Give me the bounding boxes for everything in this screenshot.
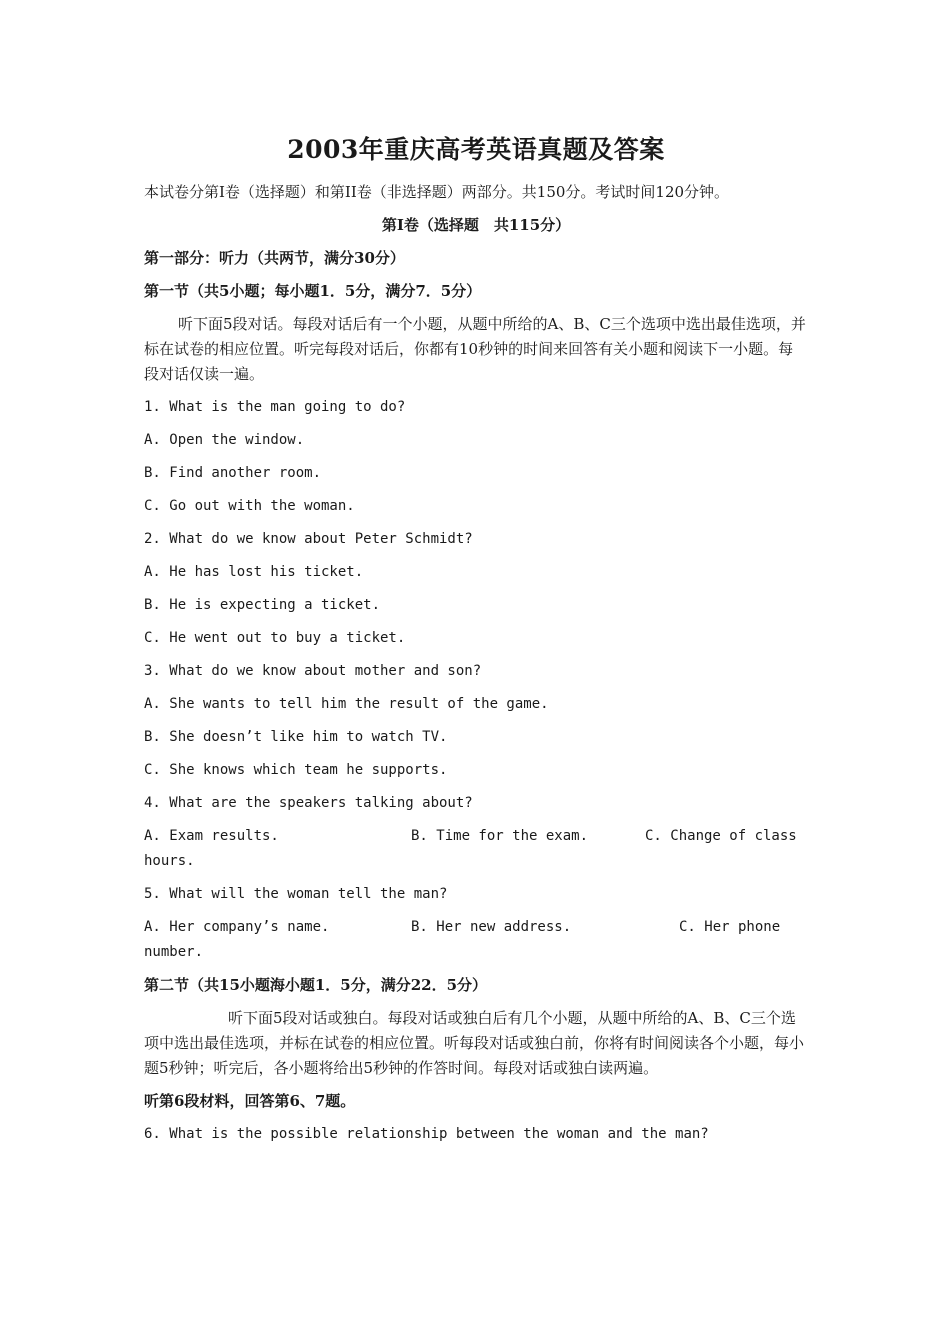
q5-option-a: A. Her company’s name. <box>144 919 330 935</box>
q1-option-a: A. Open the window. <box>144 432 305 448</box>
q2-option-b: B. He is expecting a ticket. <box>144 597 381 613</box>
section2-instructions: 听下面5段对话或独白。每段对话或独白后有几个小题，从题中所给的A、B、C三个选项中选出最佳选项，并标在试卷的相应位置。听每段对话或独白前，你将有时间阅读各个小题，每小题5秒钟；听完后，各小题将给出5秒钟的作答时间。每段对话或独白读两遍。 <box>144 1009 805 1077</box>
question-6: 6. What is the possible relationship between the woman and the man? <box>144 1126 709 1142</box>
q1-option-c: C. Go out with the woman. <box>144 498 355 514</box>
q4-options <box>144 824 808 874</box>
q5-options <box>144 915 808 965</box>
q5-option-b: B. Her new address. <box>411 919 572 935</box>
q2-option-c: C. He went out to buy a ticket. <box>144 630 406 646</box>
question-3: 3. What do we know about mother and son? <box>144 663 482 679</box>
q4-option-c-continued: hours. <box>144 853 195 869</box>
q5-option-c-continued: number. <box>144 944 204 960</box>
q4-option-c: C. Change of class <box>645 828 797 844</box>
question-1: 1. What is the man going to do? <box>144 399 406 415</box>
page-title: 2003年重庆高考英语真题及答案 <box>287 135 665 164</box>
q3-option-b: B. She doesn’t like him to watch TV. <box>144 729 448 745</box>
part-heading: 第一部分：听力（共两节，满分30分） <box>144 249 405 267</box>
q3-option-a: A. She wants to tell him the result of the game. <box>144 696 549 712</box>
volume-heading: 第I卷（选择题 共115分） <box>381 216 571 234</box>
question-5: 5. What will the woman tell the man? <box>144 886 448 902</box>
section2-heading: 第二节（共15小题海小题1．5分，满分22．5分） <box>144 976 488 994</box>
section1-instructions: 听下面5段对话。每段对话后有一个小题，从题中所给的A、B、C三个选项中选出最佳选项，并标在试卷的相应位置。听完每段对话后，你都有10秒钟的时间来回答有关小题和阅读下一小题。每段对话仅读一遍。 <box>144 315 806 383</box>
q5-option-c: C. Her phone <box>679 919 781 935</box>
q4-option-a: A. Exam results. <box>144 828 279 844</box>
question-2: 2. What do we know about Peter Schmidt? <box>144 531 473 547</box>
section1-heading: 第一节（共5小题；每小题1．5分，满分7．5分） <box>144 282 482 300</box>
document-content <box>144 132 808 1155</box>
material-6-heading: 听第6段材料，回答第6、7题。 <box>144 1092 356 1110</box>
question-4: 4. What are the speakers talking about? <box>144 795 473 811</box>
q4-option-b: B. Time for the exam. <box>411 828 589 844</box>
q3-option-c: C. She knows which team he supports. <box>144 762 448 778</box>
q2-option-a: A. He has lost his ticket. <box>144 564 364 580</box>
q1-option-b: B. Find another room. <box>144 465 322 481</box>
exam-intro: 本试卷分第I卷（选择题）和第II卷（非选择题）两部分。共150分。考试时间120分钟。 <box>144 183 730 201</box>
